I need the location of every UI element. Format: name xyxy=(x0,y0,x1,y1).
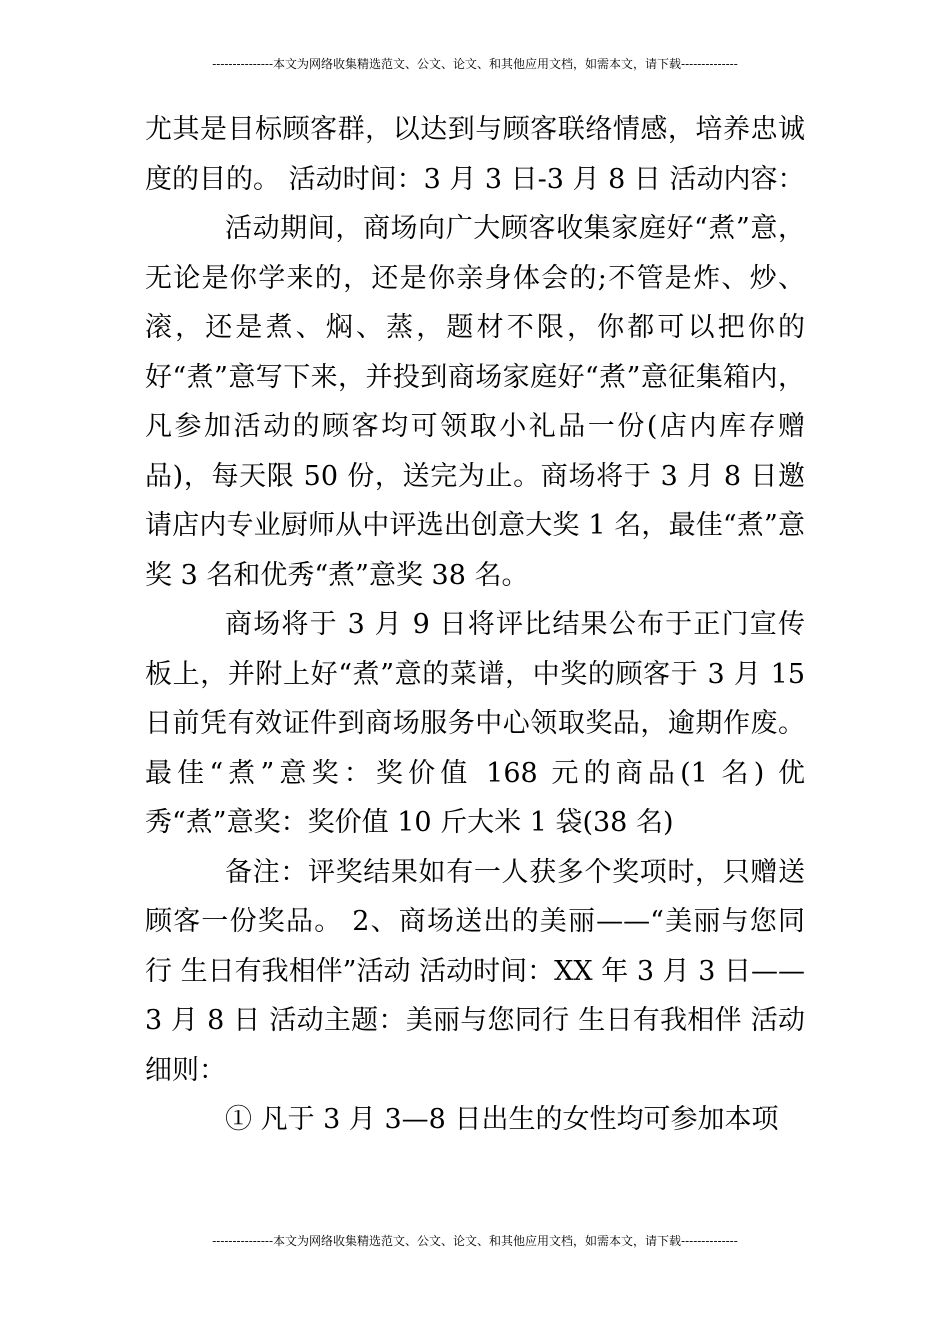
page-header: ---------------本文为网络收集精选范文、公文、论文、和其他应用文档，如需本文，请下载-------------- xyxy=(212,57,738,71)
paragraph-activity-time: 尤其是目标顾客群，以达到与顾客联络情感，培养忠诚度的目的。 活动时间：3 月 3 日-3 月 8 日 活动内容： xyxy=(145,114,805,195)
paragraph-remarks-birthday: 备注：评奖结果如有一人获多个奖项时，只赠送顾客一份奖品。 2、商场送出的美丽——“美丽与您同行 生日有我相伴”活动 活动时间：XX 年 3 月 3 日——3 月 8 日 活动主题：美丽与您同行 生日有我相伴 活动细则： xyxy=(145,856,805,1086)
paragraph-results-prizes: 商场将于 3 月 9 日将评比结果公布于正门宣传板上，并附上好“煮”意的菜谱，中奖的顾客于 3 月 15 日前凭有效证件到商场服务中心领取奖品，逾期作废。 最佳“煮”意奖：奖价值 168 元的商品(1 名) 优秀“煮”意奖：奖价值 10 斤大米 1 袋(38 名) xyxy=(145,609,805,838)
document-body xyxy=(145,105,805,1145)
paragraph-rule-1: ① 凡于 3 月 3—8 日出生的女性均可参加本项 xyxy=(225,1104,779,1135)
paragraph-recipe-collection: 活动期间，商场向广大顾客收集家庭好“煮”意，无论是你学来的，还是你亲身体会的;不管是炸、炒、滚，还是煮、焖、蒸，题材不限，你都可以把你的好“煮”意写下来，并投到商场家庭好“煮”意征集箱内，凡参加活动的顾客均可领取小礼品一份(店内库存赠品)，每天限 50 份，送完为止。商场将于 3 月 8 日邀请店内专业厨师从中评选出创意大奖 1 名，最佳“煮”意奖 3 名和优秀“煮”意奖 38 名。 xyxy=(145,213,805,591)
page-footer: ---------------本文为网络收集精选范文、公文、论文、和其他应用文档，如需本文，请下载-------------- xyxy=(212,1234,738,1248)
